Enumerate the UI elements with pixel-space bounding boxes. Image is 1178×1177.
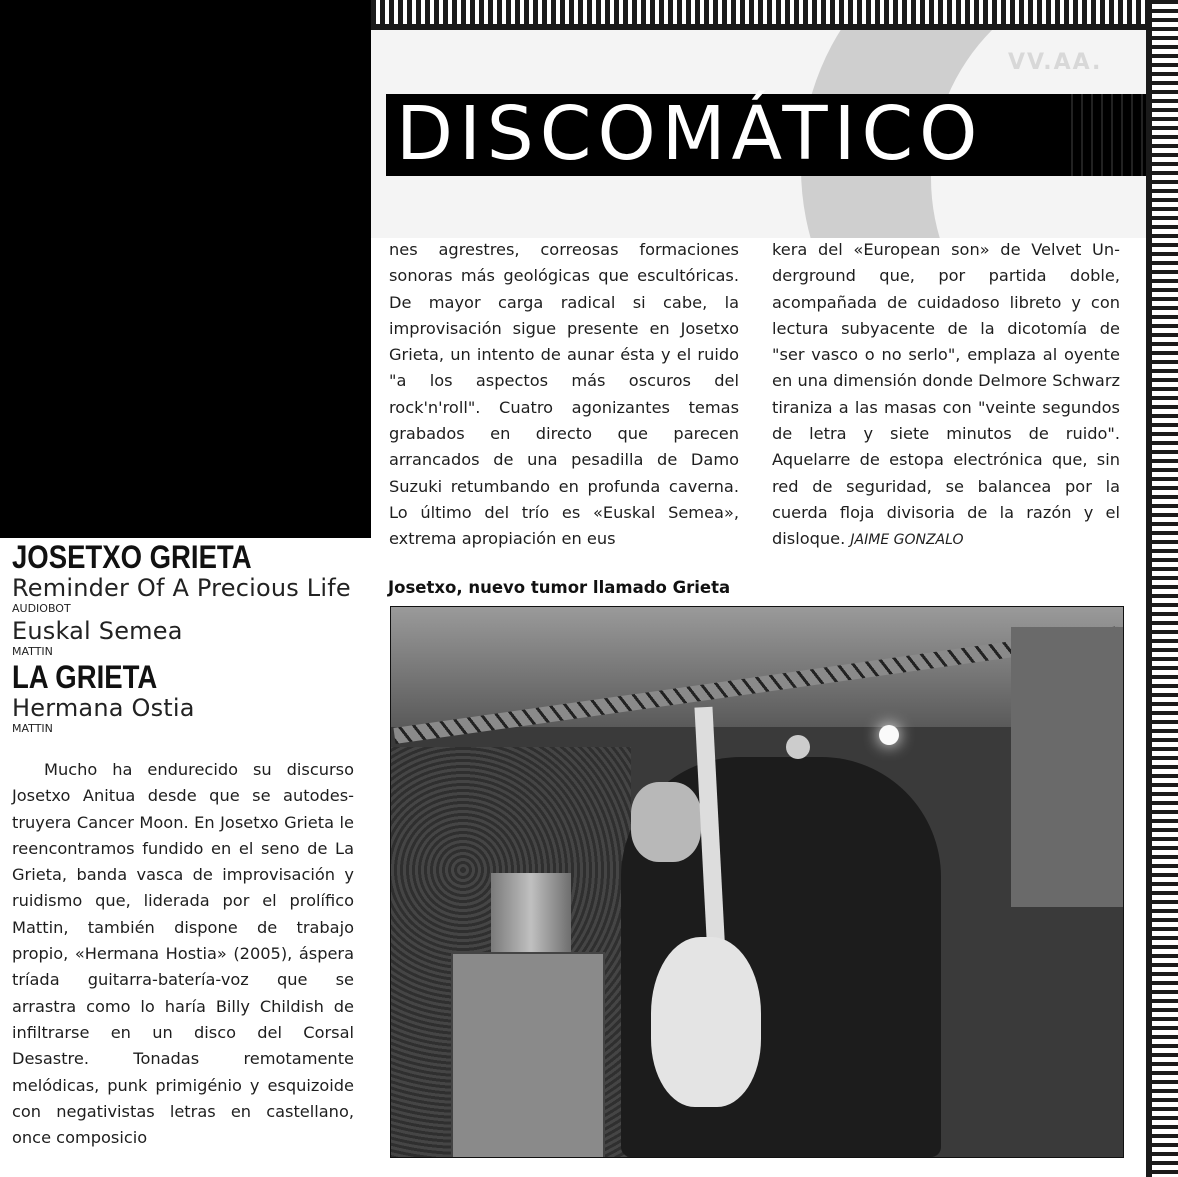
article-paragraph: nes agrestres, correosas formaciones sonoras más geológicas que escultóricas. De mayor carga radical si cabe, la improvisación sigue presente en Josetxo Grieta, un intento de aunar ésta y el ruido "a los aspectos más oscuros del rock'n'roll". Cuatro agonizantes temas grabados en directo que parecen arrancados de una pesadilla de Damo Suzuki retumbando en profunda caverna. Lo último del trío es «Euskal Semea», extrema apropiación en eus	[389, 240, 739, 549]
right-border	[1146, 0, 1178, 1177]
album-sidebar	[12, 540, 354, 1151]
article-paragraph-wrap	[772, 237, 1120, 554]
article-paragraph: Mucho ha endurecido su discurso Josetxo Anitua desde que se autodestruyera Cancer Moon. En Josetxo Grieta le reencontramos fundido en el seno de La Grieta, banda vasca de improvisación y ruidismo que, liderada por el prolífico Mattin, también dispone de trabajo propio, «Hermana Hostia» (2005), áspera tríada guitarra-batería-voz que se arrastra como lo haría Billy Childish de infiltrarse en un disco del Corsal Desastre. Tonadas remotamente melódicas, punk primigénio y esquizoide con negativistas letras en castellano, once composicio	[12, 760, 354, 1148]
photo-microphone	[786, 735, 810, 759]
title-stripe	[1063, 94, 1143, 176]
record-label: MATTIN	[12, 722, 53, 735]
photo-metal-box	[451, 952, 605, 1158]
record-label: MATTIN	[12, 645, 53, 658]
photo-stage-light	[879, 725, 899, 745]
photo-caption: Josetxo, nuevo tumor llamado Grieta	[388, 578, 731, 597]
article-column-2	[389, 237, 739, 553]
artist-name: JOSETXO GRIETA	[12, 539, 252, 575]
photo-amplifier	[1011, 627, 1123, 907]
album-title: Reminder Of A Precious Life	[12, 574, 351, 602]
article-paragraph: kera del «European son» de Velvet Underground que, por partida doble, acompañada de cuidadoso libreto y con lectura subyacente de la dicotomía de "ser vasco o no serlo", emplaza al oyente en una dimensión donde Delmore Schwarz tiraniza a las masas con "veinte segundos de letra y siete minutos de ruido". Aquelarre de estopa electrónica que, sin red de seguridad, se balancea por la cuerda floja divisoria de la razón y el disloque.	[772, 240, 1120, 549]
top-border	[371, 0, 1161, 30]
author-signature: JAIME GONZALO	[850, 532, 964, 549]
concert-photo	[390, 606, 1124, 1158]
article-text-column	[12, 757, 354, 1151]
faded-section-tag: VV.AA.	[1008, 50, 1103, 75]
artist-name: LA GRIETA	[12, 659, 158, 695]
photo-guitar-body	[651, 937, 761, 1107]
record-label: AUDIOBOT	[12, 602, 71, 615]
black-block	[0, 0, 371, 538]
article-column-3	[772, 237, 1120, 554]
page-title: DISCOMÁTICO	[396, 91, 984, 177]
photo-guitarist-head	[631, 782, 701, 862]
album-title: Euskal Semea	[12, 617, 183, 645]
album-title: Hermana Ostia	[12, 694, 195, 722]
